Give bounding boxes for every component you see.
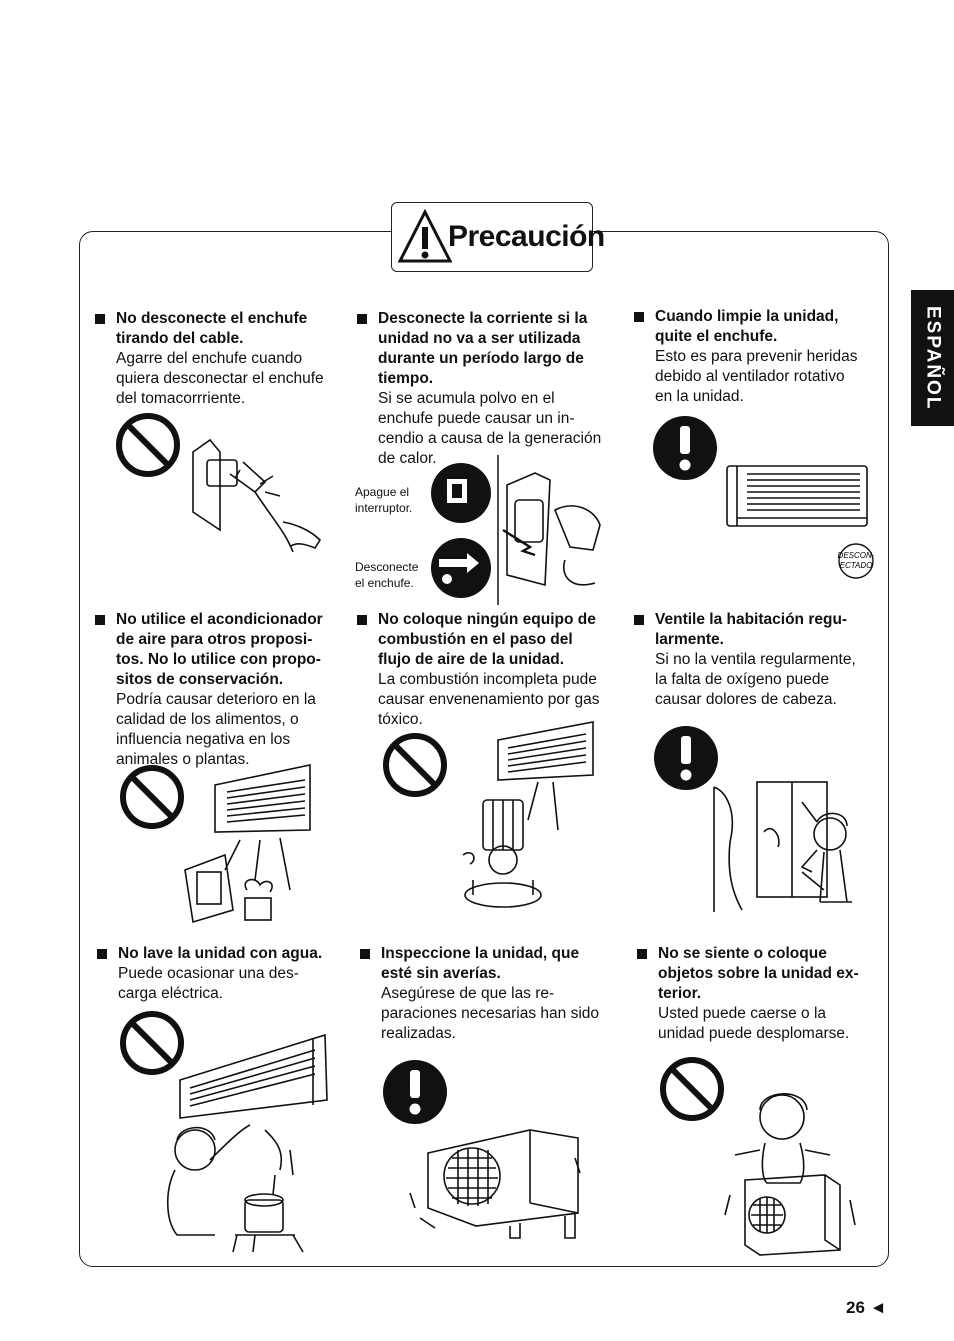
prohibited-icon xyxy=(123,1014,181,1072)
heading-line: No utilice el acondicionador xyxy=(116,611,323,628)
body-line: Usted puede caerse o la xyxy=(658,1005,827,1022)
unplug-by-cable-illustration xyxy=(115,412,330,577)
body-line: Si no la ventila regularmente, xyxy=(655,651,856,668)
body-line: realizadas. xyxy=(381,1025,456,1042)
heading-line: unidad no va a ser utilizada xyxy=(378,330,581,347)
caution-item-disconnect-power xyxy=(378,309,612,469)
body-line: en la unidad. xyxy=(655,388,744,405)
item-body xyxy=(655,650,877,710)
no-water-illustration xyxy=(115,1010,340,1260)
heading-line: de aire para otros proposi- xyxy=(116,631,313,648)
item-heading xyxy=(658,944,880,1004)
heading-line: esté sin averías. xyxy=(381,965,501,982)
prohibited-icon xyxy=(386,736,444,794)
body-line: debido al ventilador rotativo xyxy=(655,368,845,385)
caution-item-no-water xyxy=(118,944,340,1004)
heading-line: Desconecte la corriente si la xyxy=(378,310,588,327)
body-line: unidad puede desplomarse. xyxy=(658,1025,850,1042)
page-title: Precaución xyxy=(448,220,605,253)
mandatory-icon xyxy=(383,1060,447,1124)
item-body xyxy=(658,1004,880,1044)
inspect-illustration xyxy=(380,1058,605,1253)
indoor-unit-icon xyxy=(727,466,867,526)
bullet-icon xyxy=(97,949,107,959)
indoor-unit-icon xyxy=(180,1035,327,1118)
outdoor-unit-icon xyxy=(725,1175,855,1255)
heading-line: Inspeccione la unidad, que xyxy=(381,945,580,962)
picture-frame-plant-icon xyxy=(185,855,272,922)
body-line: cendio a causa de la generación xyxy=(378,430,602,447)
prohibited-icon xyxy=(119,416,177,474)
outlet-hand-icon xyxy=(503,473,600,585)
bullet-icon xyxy=(95,314,105,324)
heading-line: sitos de conservación. xyxy=(116,671,284,688)
body-line: Si se acumula polvo en el xyxy=(378,390,555,407)
heading-line: No desconecte el enchufe xyxy=(116,310,308,327)
item-heading xyxy=(378,309,612,389)
heading-line: durante un período largo de xyxy=(378,350,584,367)
heading-line: No lave la unidad con agua. xyxy=(118,945,323,962)
body-line: animales o plantas. xyxy=(116,751,250,768)
outdoor-unit-icon xyxy=(410,1130,580,1238)
switch-off-icon xyxy=(431,463,491,523)
body-line: la falta de oxígeno puede xyxy=(655,671,830,688)
caution-item-ventilate xyxy=(655,610,877,710)
body-line: quiera desconectar el enchufe xyxy=(116,370,324,387)
label-line: interruptor. xyxy=(355,501,413,515)
no-other-purposes-illustration xyxy=(115,760,335,935)
body-line: tóxico. xyxy=(378,711,423,728)
caution-item-inspect xyxy=(381,944,615,1044)
language-tab-label: ESPAÑOL xyxy=(922,305,944,411)
item-heading xyxy=(118,944,340,964)
heading-line: No coloque ningún equipo de xyxy=(378,611,596,628)
warning-triangle-icon xyxy=(398,209,452,265)
body-line: Podría causar deterioro en la xyxy=(116,691,316,708)
item-heading xyxy=(381,944,615,984)
body-line: influencia negativa en los xyxy=(116,731,291,748)
item-heading xyxy=(116,610,338,690)
body-line: carga eléctrica. xyxy=(118,985,224,1002)
item-body xyxy=(118,964,340,1004)
no-combustion-illustration xyxy=(378,720,603,925)
caution-header xyxy=(391,202,605,272)
bullet-icon xyxy=(95,615,105,625)
label-line: Apague el xyxy=(355,485,410,499)
caution-item-no-sitting xyxy=(658,944,880,1044)
mandatory-icon xyxy=(654,726,718,790)
heading-line: combustión en el paso del xyxy=(378,631,573,648)
disconnected-tag-icon xyxy=(838,544,875,578)
heading-line: objetos sobre la unidad ex- xyxy=(658,965,859,982)
caution-item-no-other-purposes xyxy=(116,610,338,770)
bullet-icon xyxy=(360,949,370,959)
heading-line: Ventile la habitación regu- xyxy=(655,611,848,628)
disconnected-label-line: DESCON- xyxy=(837,551,875,560)
heading-line: terior. xyxy=(658,985,702,1002)
body-line: Agarre del enchufe cuando xyxy=(116,350,303,367)
prohibited-icon xyxy=(123,768,181,826)
item-heading xyxy=(655,307,877,347)
wall-outlet-plug-icon xyxy=(193,440,320,552)
heading-line: tos. No lo utilice con propo- xyxy=(116,651,321,668)
body-line: enchufe puede causar un in- xyxy=(378,410,575,427)
label-line: Desconecte xyxy=(355,560,419,574)
mandatory-icon xyxy=(653,416,717,480)
body-line: La combustión incompleta pude xyxy=(378,671,597,688)
body-line: Esto es para prevenir heridas xyxy=(655,348,858,365)
body-line: paraciones necesarias han sido xyxy=(381,1005,599,1022)
item-body xyxy=(655,347,877,407)
body-line: causar dolores de cabeza. xyxy=(655,691,837,708)
unplug-when-cleaning-illustration xyxy=(652,414,877,584)
disconnected-label-line: ECTADO xyxy=(839,561,873,570)
item-heading xyxy=(655,610,877,650)
window-curtain-icon xyxy=(714,782,827,912)
prohibited-icon xyxy=(663,1060,721,1118)
child-sitting-icon xyxy=(735,1094,830,1183)
heading-line: tirando del cable. xyxy=(116,330,244,347)
bullet-icon xyxy=(634,312,644,322)
switch-off-label xyxy=(355,484,412,516)
bullet-icon xyxy=(357,615,367,625)
heading-line: larmente. xyxy=(655,631,724,648)
caution-item-unplug-by-cable xyxy=(116,309,338,409)
language-tab xyxy=(911,290,954,426)
heading-line: quite el enchufe. xyxy=(655,328,778,345)
body-line: del tomacorrriente. xyxy=(116,390,246,407)
ventilate-illustration xyxy=(652,722,877,922)
item-body xyxy=(116,349,338,409)
bullet-icon xyxy=(637,949,647,959)
item-heading xyxy=(116,309,338,349)
caution-item-unplug-when-cleaning xyxy=(655,307,877,407)
body-line: calidad de los alimentos, o xyxy=(116,711,299,728)
unplug-icon xyxy=(431,538,491,598)
label-line: el enchufe. xyxy=(355,576,414,590)
page-number: 26 ◄ xyxy=(846,1298,887,1317)
item-heading xyxy=(378,610,612,670)
body-line: causar envenenamiento por gas xyxy=(378,691,600,708)
heading-line: Cuando limpie la unidad, xyxy=(655,308,839,325)
heading-line: No se siente o coloque xyxy=(658,945,827,962)
unplug-label xyxy=(355,559,418,591)
no-sitting-illustration xyxy=(655,1055,880,1265)
heading-line: tiempo. xyxy=(378,370,434,387)
bullet-icon xyxy=(357,314,367,324)
body-line: de calor. xyxy=(378,450,437,467)
item-body xyxy=(116,690,338,770)
item-body xyxy=(381,984,615,1044)
body-line: Puede ocasionar una des- xyxy=(118,965,299,982)
caution-item-no-combustion xyxy=(378,610,612,730)
indoor-unit-icon xyxy=(215,765,310,890)
body-line: Asegúrese de que las re- xyxy=(381,985,555,1002)
bullet-icon xyxy=(634,615,644,625)
person-washing-icon xyxy=(168,1125,303,1252)
heading-line: flujo de aire de la unidad. xyxy=(378,651,565,668)
